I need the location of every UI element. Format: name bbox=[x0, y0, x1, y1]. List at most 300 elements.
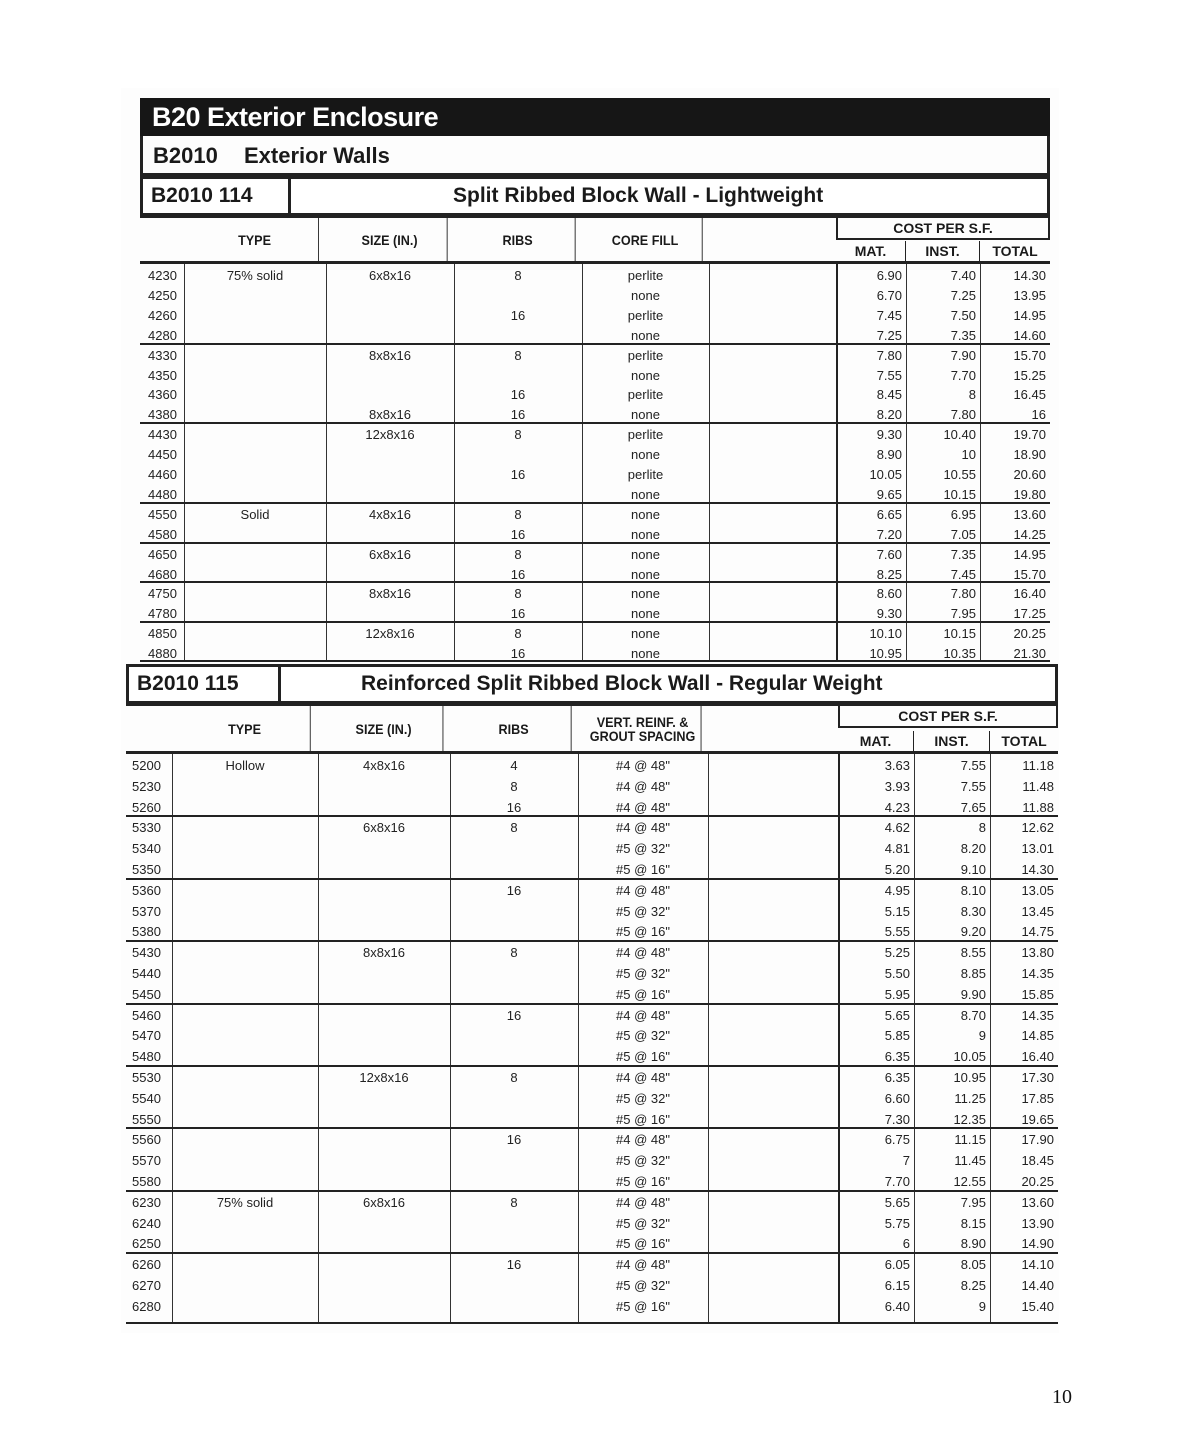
row-mat: 6.35 bbox=[884, 1070, 910, 1085]
row-inst: 8.70 bbox=[960, 1007, 986, 1023]
col-reinf-header: VERT. REINF. & GROUT SPACING bbox=[585, 706, 702, 751]
row-mat: 8.20 bbox=[876, 407, 902, 423]
row-fill: #5 @ 32" bbox=[616, 1090, 670, 1106]
row-total: 16.45 bbox=[1013, 387, 1046, 403]
table-row bbox=[126, 1089, 1058, 1110]
table-row bbox=[140, 306, 1050, 326]
table-row bbox=[126, 1026, 1058, 1047]
row-fill: none bbox=[631, 447, 660, 463]
row-inst: 7.55 bbox=[960, 778, 986, 794]
row-inst: 7.45 bbox=[950, 566, 976, 582]
table-row bbox=[126, 1255, 1058, 1276]
row-total: 16 bbox=[1031, 407, 1046, 423]
table-row bbox=[126, 1214, 1058, 1235]
row-ribs: 4 bbox=[510, 758, 518, 773]
row-size: 6x8x16 bbox=[363, 1194, 405, 1210]
table-row bbox=[140, 604, 1050, 624]
row-total: 17.25 bbox=[1013, 606, 1046, 622]
row-inst: 8 bbox=[978, 820, 986, 836]
section1-code: B2010 114 bbox=[143, 179, 291, 213]
row-total: 14.90 bbox=[1021, 1236, 1054, 1252]
row-mat: 5.65 bbox=[884, 1194, 910, 1210]
row-mat: 6.35 bbox=[884, 1049, 910, 1065]
row-mat: 6 bbox=[902, 1236, 910, 1252]
row-ribs: 16 bbox=[510, 566, 526, 582]
row-inst: 11.45 bbox=[954, 1153, 986, 1169]
row-mat: 5.55 bbox=[884, 924, 910, 940]
row-mat: 7.30 bbox=[884, 1111, 910, 1127]
row-inst: 10.05 bbox=[953, 1049, 986, 1065]
row-fill: #5 @ 16" bbox=[616, 1174, 670, 1189]
row-code: 4650 bbox=[148, 546, 177, 562]
row-inst: 7.90 bbox=[950, 347, 976, 363]
row-fill: #4 @ 48" bbox=[616, 778, 670, 794]
table-row bbox=[126, 1130, 1058, 1151]
row-mat: 10.10 bbox=[869, 626, 902, 642]
row-code: 6240 bbox=[132, 1215, 161, 1231]
row-code: 4430 bbox=[148, 427, 177, 443]
row-total: 13.95 bbox=[1013, 287, 1046, 303]
row-mat: 7.80 bbox=[876, 347, 902, 363]
row-size: 4x8x16 bbox=[363, 758, 405, 773]
row-code: 4360 bbox=[148, 387, 177, 403]
row-code: 5450 bbox=[132, 986, 161, 1002]
row-code: 5360 bbox=[132, 882, 161, 898]
row-code: 5460 bbox=[132, 1007, 161, 1023]
row-code: 4250 bbox=[148, 287, 177, 303]
row-fill: none bbox=[631, 626, 660, 642]
section2-table bbox=[126, 704, 1058, 1324]
row-total: 15.25 bbox=[1013, 367, 1046, 383]
section2-title: Reinforced Split Ribbed Block Wall - Regular Weight bbox=[361, 672, 883, 695]
row-total: 14.75 bbox=[1021, 924, 1054, 940]
row-mat: 7.60 bbox=[876, 546, 902, 562]
section1-body bbox=[140, 264, 1050, 662]
row-fill: none bbox=[631, 287, 660, 303]
row-total: 13.60 bbox=[1013, 506, 1046, 522]
table-row bbox=[126, 1068, 1058, 1089]
row-total: 14.35 bbox=[1021, 966, 1054, 981]
table-row bbox=[140, 326, 1050, 346]
row-fill: none bbox=[631, 506, 660, 522]
table-row bbox=[126, 1047, 1058, 1068]
row-inst: 9 bbox=[978, 1028, 986, 1044]
col-total-header: TOTAL bbox=[1001, 733, 1047, 749]
table-row bbox=[126, 777, 1058, 798]
row-code: 5260 bbox=[132, 799, 161, 815]
row-inst: 8.55 bbox=[960, 945, 986, 961]
row-type: 75% solid bbox=[216, 1194, 274, 1210]
table-row bbox=[140, 405, 1050, 425]
table-row bbox=[140, 624, 1050, 644]
row-fill: none bbox=[631, 367, 660, 383]
row-ribs: 8 bbox=[514, 586, 522, 602]
row-inst: 10.15 bbox=[943, 486, 976, 502]
row-mat: 9.65 bbox=[876, 486, 902, 502]
row-code: 5530 bbox=[132, 1070, 161, 1085]
row-code: 4750 bbox=[148, 586, 177, 602]
col-size-header: SIZE (IN.) bbox=[325, 706, 444, 751]
row-mat: 6.05 bbox=[884, 1257, 910, 1273]
row-fill: #5 @ 32" bbox=[616, 966, 670, 981]
row-fill: #4 @ 48" bbox=[616, 1070, 670, 1085]
row-mat: 7.20 bbox=[876, 526, 902, 542]
row-mat: 8.45 bbox=[876, 387, 902, 403]
row-inst: 11.15 bbox=[954, 1132, 986, 1148]
row-type: Solid bbox=[240, 506, 270, 522]
row-inst: 8.85 bbox=[960, 966, 986, 981]
row-ribs: 16 bbox=[510, 526, 526, 542]
section2-titlebar bbox=[126, 664, 1058, 704]
table-row bbox=[140, 366, 1050, 386]
row-mat: 3.93 bbox=[884, 778, 910, 794]
row-total: 16.40 bbox=[1021, 1049, 1054, 1065]
row-ribs: 16 bbox=[510, 407, 526, 423]
row-mat: 8.60 bbox=[876, 586, 902, 602]
row-size: 8x8x16 bbox=[363, 945, 405, 961]
row-fill: none bbox=[631, 486, 660, 502]
row-size: 8x8x16 bbox=[369, 347, 411, 363]
row-mat: 6.65 bbox=[876, 506, 902, 522]
row-total: 14.25 bbox=[1013, 526, 1046, 542]
row-mat: 4.95 bbox=[884, 882, 910, 898]
table-row bbox=[126, 860, 1058, 881]
row-total: 18.45 bbox=[1021, 1153, 1054, 1169]
row-fill: #5 @ 32" bbox=[616, 841, 670, 857]
section2-body bbox=[126, 754, 1058, 1324]
row-inst: 7.80 bbox=[950, 586, 976, 602]
row-fill: #5 @ 32" bbox=[616, 903, 670, 919]
row-code: 5200 bbox=[132, 758, 161, 773]
row-inst: 9 bbox=[978, 1298, 986, 1314]
row-code: 5350 bbox=[132, 862, 161, 877]
row-inst: 8 bbox=[968, 387, 976, 403]
row-inst: 7.05 bbox=[950, 526, 976, 542]
row-total: 19.80 bbox=[1013, 486, 1046, 502]
row-fill: #4 @ 48" bbox=[616, 1007, 670, 1023]
row-total: 15.70 bbox=[1013, 347, 1046, 363]
row-mat: 5.20 bbox=[884, 862, 910, 877]
row-mat: 7 bbox=[902, 1153, 910, 1169]
row-inst: 8.20 bbox=[960, 841, 986, 857]
row-code: 4850 bbox=[148, 626, 177, 642]
row-mat: 4.81 bbox=[884, 841, 910, 857]
row-mat: 10.95 bbox=[869, 646, 902, 662]
row-code: 6230 bbox=[132, 1194, 161, 1210]
col-ribs-header: RIBS bbox=[460, 218, 575, 261]
row-ribs: 16 bbox=[510, 307, 526, 323]
row-fill: #5 @ 32" bbox=[616, 1215, 670, 1231]
col-total-header: TOTAL bbox=[992, 243, 1038, 259]
row-mat: 6.40 bbox=[884, 1298, 910, 1314]
section2-header bbox=[126, 704, 1058, 754]
table-row bbox=[140, 445, 1050, 465]
row-fill: #4 @ 48" bbox=[616, 799, 670, 815]
row-total: 14.35 bbox=[1021, 1007, 1054, 1023]
row-ribs: 8 bbox=[514, 268, 522, 283]
row-code: 4550 bbox=[148, 506, 177, 522]
row-code: 5550 bbox=[132, 1111, 161, 1127]
row-inst: 8.05 bbox=[960, 1257, 986, 1273]
subsection-code: B2010 bbox=[153, 143, 218, 168]
table-row bbox=[140, 545, 1050, 565]
row-ribs: 8 bbox=[510, 945, 518, 961]
table-row bbox=[126, 881, 1058, 902]
row-mat: 8.90 bbox=[876, 447, 902, 463]
row-total: 14.95 bbox=[1013, 546, 1046, 562]
table-row bbox=[126, 756, 1058, 777]
row-inst: 10 bbox=[961, 447, 976, 463]
table-row bbox=[140, 505, 1050, 525]
row-total: 17.90 bbox=[1021, 1132, 1054, 1148]
row-fill: perlite bbox=[627, 347, 664, 363]
row-mat: 7.25 bbox=[876, 327, 902, 343]
table-row bbox=[126, 943, 1058, 964]
row-fill: none bbox=[631, 606, 660, 622]
row-inst: 10.15 bbox=[943, 626, 976, 642]
section1-title: Split Ribbed Block Wall - Lightweight bbox=[453, 184, 824, 207]
row-size: 8x8x16 bbox=[369, 586, 411, 602]
row-fill: #5 @ 16" bbox=[616, 862, 670, 877]
row-mat: 3.63 bbox=[884, 758, 910, 773]
row-inst: 12.55 bbox=[953, 1174, 986, 1189]
row-code: 4680 bbox=[148, 566, 177, 582]
col-mat-header: MAT. bbox=[836, 241, 906, 261]
row-inst: 7.65 bbox=[960, 799, 986, 815]
row-fill: #5 @ 32" bbox=[616, 1153, 670, 1169]
row-code: 4480 bbox=[148, 486, 177, 502]
row-fill: #4 @ 48" bbox=[616, 882, 670, 898]
row-fill: #4 @ 48" bbox=[616, 1132, 670, 1148]
row-fill: perlite bbox=[627, 387, 664, 403]
row-ribs: 8 bbox=[514, 427, 522, 443]
row-size: 4x8x16 bbox=[369, 506, 411, 522]
table-row bbox=[126, 1151, 1058, 1172]
row-total: 14.30 bbox=[1021, 862, 1054, 877]
row-mat: 5.15 bbox=[884, 903, 910, 919]
table-row bbox=[126, 902, 1058, 923]
row-inst: 8.10 bbox=[960, 882, 986, 898]
table-row bbox=[126, 985, 1058, 1006]
col-type-header: TYPE bbox=[191, 218, 319, 261]
page-number: 10 bbox=[1052, 1386, 1072, 1408]
row-mat: 8.25 bbox=[876, 566, 902, 582]
table-row bbox=[126, 1110, 1058, 1131]
row-inst: 7.35 bbox=[950, 546, 976, 562]
subsection-name: Exterior Walls bbox=[243, 143, 390, 168]
row-fill: #5 @ 16" bbox=[616, 1111, 670, 1127]
table-row bbox=[140, 266, 1050, 286]
table-row bbox=[126, 839, 1058, 860]
table-row bbox=[126, 1006, 1058, 1027]
row-mat: 7.45 bbox=[876, 307, 902, 323]
table-row bbox=[140, 485, 1050, 505]
row-total: 19.70 bbox=[1013, 427, 1046, 443]
row-ribs: 16 bbox=[510, 606, 526, 622]
row-inst: 9.90 bbox=[960, 986, 986, 1002]
row-total: 13.90 bbox=[1021, 1215, 1054, 1231]
table-row bbox=[126, 818, 1058, 839]
row-total: 12.62 bbox=[1021, 820, 1054, 836]
row-inst: 10.40 bbox=[943, 427, 976, 443]
col-mat-header: MAT. bbox=[838, 731, 914, 751]
row-mat: 7.55 bbox=[876, 367, 902, 383]
table-row bbox=[140, 425, 1050, 445]
row-total: 14.10 bbox=[1021, 1257, 1054, 1273]
row-ribs: 16 bbox=[510, 467, 526, 482]
row-code: 5380 bbox=[132, 924, 161, 940]
row-code: 6280 bbox=[132, 1298, 161, 1314]
row-ribs: 16 bbox=[506, 1007, 522, 1023]
section2-code: B2010 115 bbox=[129, 667, 281, 701]
row-type: Hollow bbox=[225, 758, 265, 773]
table-row bbox=[126, 1297, 1058, 1318]
row-total: 13.45 bbox=[1021, 903, 1054, 919]
row-inst: 10.55 bbox=[943, 467, 976, 482]
row-ribs: 16 bbox=[510, 646, 526, 662]
row-total: 16.40 bbox=[1013, 586, 1046, 602]
row-mat: 4.23 bbox=[884, 799, 910, 815]
row-ribs: 8 bbox=[510, 1070, 518, 1085]
row-total: 15.40 bbox=[1021, 1298, 1054, 1314]
row-total: 14.30 bbox=[1013, 268, 1046, 283]
row-total: 14.85 bbox=[1021, 1028, 1054, 1044]
row-total: 20.25 bbox=[1021, 1174, 1054, 1189]
row-mat: 4.62 bbox=[884, 820, 910, 836]
row-inst: 8.30 bbox=[960, 903, 986, 919]
row-fill: none bbox=[631, 327, 660, 343]
row-total: 18.90 bbox=[1013, 447, 1046, 463]
table-row bbox=[140, 286, 1050, 306]
row-total: 17.85 bbox=[1021, 1090, 1054, 1106]
table-row bbox=[140, 525, 1050, 545]
row-ribs: 16 bbox=[506, 1132, 522, 1148]
row-code: 5570 bbox=[132, 1153, 161, 1169]
row-inst: 7.35 bbox=[950, 327, 976, 343]
row-fill: none bbox=[631, 586, 660, 602]
row-mat: 5.50 bbox=[884, 966, 910, 981]
table-row bbox=[126, 1234, 1058, 1255]
table-row bbox=[126, 1276, 1058, 1297]
row-inst: 7.50 bbox=[950, 307, 976, 323]
row-fill: perlite bbox=[627, 268, 664, 283]
col-type-header: TYPE bbox=[179, 706, 310, 751]
row-mat: 6.75 bbox=[884, 1132, 910, 1148]
cost-per-sf-header: COST PER S.F. bbox=[838, 706, 1058, 728]
row-total: 13.01 bbox=[1021, 841, 1054, 857]
row-fill: #5 @ 16" bbox=[616, 1049, 670, 1065]
row-code: 5440 bbox=[132, 966, 161, 981]
col-inst-header: INST. bbox=[906, 241, 980, 261]
row-code: 4350 bbox=[148, 367, 177, 383]
row-code: 4460 bbox=[148, 467, 177, 482]
row-inst: 12.35 bbox=[953, 1111, 986, 1127]
row-mat: 5.95 bbox=[884, 986, 910, 1002]
row-inst: 8.90 bbox=[960, 1236, 986, 1252]
row-total: 14.95 bbox=[1013, 307, 1046, 323]
row-fill: none bbox=[631, 546, 660, 562]
row-ribs: 16 bbox=[506, 799, 522, 815]
row-fill: #4 @ 48" bbox=[616, 1194, 670, 1210]
row-total: 15.85 bbox=[1021, 986, 1054, 1002]
row-total: 13.05 bbox=[1021, 882, 1054, 898]
row-inst: 8.25 bbox=[960, 1278, 986, 1293]
row-fill: #5 @ 32" bbox=[616, 1028, 670, 1044]
table-row bbox=[140, 584, 1050, 604]
row-total: 11.18 bbox=[1022, 758, 1054, 773]
row-code: 4330 bbox=[148, 347, 177, 363]
row-fill: perlite bbox=[627, 467, 664, 482]
table-row bbox=[126, 964, 1058, 985]
row-ribs: 8 bbox=[510, 820, 518, 836]
row-ribs: 8 bbox=[514, 347, 522, 363]
row-fill: #4 @ 48" bbox=[616, 945, 670, 961]
row-size: 6x8x16 bbox=[369, 268, 411, 283]
row-fill: perlite bbox=[627, 307, 664, 323]
row-type: 75% solid bbox=[226, 268, 284, 283]
table-row bbox=[140, 385, 1050, 405]
row-total: 14.60 bbox=[1013, 327, 1046, 343]
cost-per-sf-header: COST PER S.F. bbox=[836, 218, 1050, 240]
row-inst: 7.40 bbox=[950, 268, 976, 283]
row-size: 8x8x16 bbox=[369, 407, 411, 423]
row-ribs: 8 bbox=[510, 1194, 518, 1210]
table-row bbox=[126, 1172, 1058, 1193]
row-inst: 10.35 bbox=[943, 646, 976, 662]
row-fill: #5 @ 16" bbox=[616, 986, 670, 1002]
row-fill: #5 @ 16" bbox=[616, 1236, 670, 1252]
row-fill: #4 @ 48" bbox=[616, 820, 670, 836]
col-ribs-header: RIBS bbox=[456, 706, 571, 751]
row-code: 4450 bbox=[148, 447, 177, 463]
row-fill: #5 @ 32" bbox=[616, 1278, 670, 1293]
row-mat: 5.65 bbox=[884, 1007, 910, 1023]
row-total: 15.70 bbox=[1013, 566, 1046, 582]
row-inst: 6.95 bbox=[950, 506, 976, 522]
row-code: 6260 bbox=[132, 1257, 161, 1273]
row-inst: 9.10 bbox=[960, 862, 986, 877]
row-total: 19.65 bbox=[1021, 1111, 1054, 1127]
row-fill: #4 @ 48" bbox=[616, 1257, 670, 1273]
row-total: 13.60 bbox=[1021, 1194, 1054, 1210]
row-code: 5580 bbox=[132, 1174, 161, 1189]
row-ribs: 8 bbox=[514, 506, 522, 522]
row-total: 17.30 bbox=[1021, 1070, 1054, 1085]
section-banner: B20 Exterior Enclosure bbox=[140, 98, 1050, 136]
row-code: 5470 bbox=[132, 1028, 161, 1044]
table-row bbox=[126, 1193, 1058, 1214]
row-ribs: 8 bbox=[514, 626, 522, 642]
row-total: 11.88 bbox=[1022, 799, 1054, 815]
row-code: 5230 bbox=[132, 778, 161, 794]
row-total: 20.60 bbox=[1013, 467, 1046, 482]
row-inst: 8.15 bbox=[960, 1215, 986, 1231]
row-size: 12x8x16 bbox=[365, 626, 415, 642]
row-fill: #5 @ 16" bbox=[616, 924, 670, 940]
row-inst: 7.80 bbox=[950, 407, 976, 423]
row-ribs: 8 bbox=[514, 546, 522, 562]
row-fill: none bbox=[631, 566, 660, 582]
section1-header bbox=[140, 216, 1050, 264]
row-code: 4580 bbox=[148, 526, 177, 542]
row-inst: 11.25 bbox=[954, 1090, 986, 1106]
row-code: 4280 bbox=[148, 327, 177, 343]
row-ribs: 8 bbox=[510, 778, 518, 794]
section1-table bbox=[140, 216, 1050, 662]
row-code: 4880 bbox=[148, 646, 177, 662]
row-fill: perlite bbox=[627, 427, 664, 443]
row-total: 11.48 bbox=[1022, 778, 1054, 794]
